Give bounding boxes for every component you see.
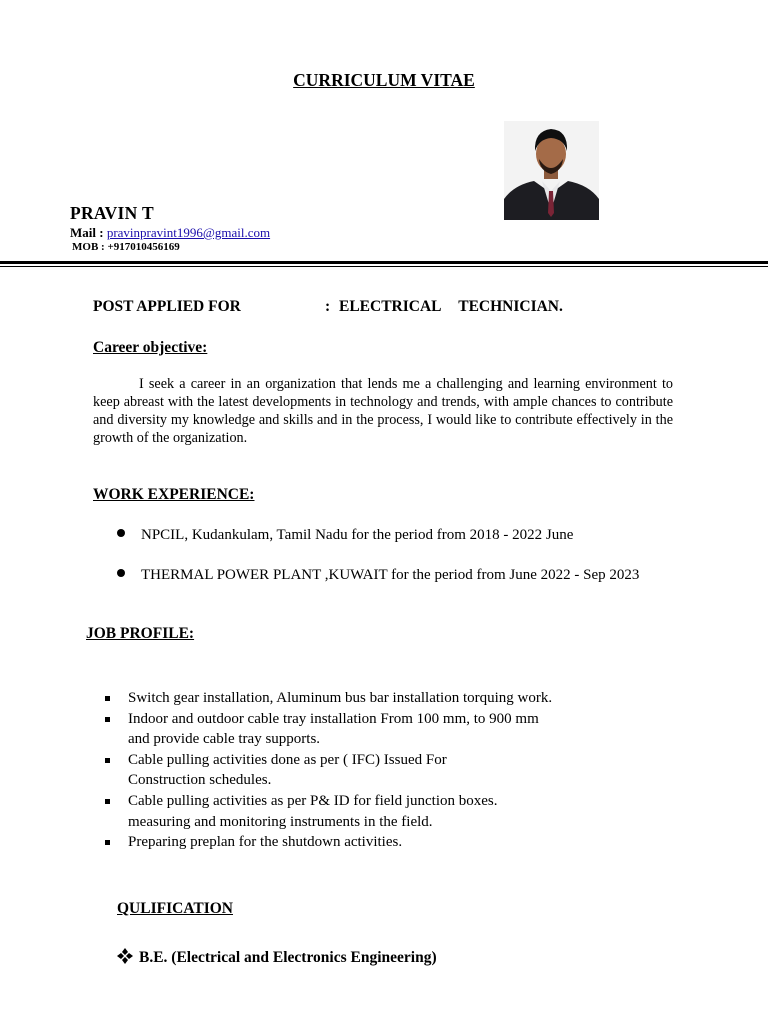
mail-label: Mail : bbox=[70, 225, 107, 240]
job-item-line: Switch gear installation, Aluminum bus bar installation torquing work. bbox=[128, 690, 553, 706]
candidate-name: PRAVIN T bbox=[70, 203, 154, 223]
email-link[interactable]: pravinpravint1996@gmail.com bbox=[106, 225, 271, 240]
header-divider-thick bbox=[0, 261, 768, 264]
square-bullet-icon bbox=[105, 696, 110, 701]
work-experience-heading: WORK EXPERIENCE: bbox=[93, 486, 255, 503]
job-item bbox=[105, 791, 665, 832]
mail-row bbox=[70, 225, 270, 241]
job-profile-list bbox=[105, 688, 665, 853]
bullet-dot-icon bbox=[117, 569, 125, 577]
career-objective-text: I seek a career in an organization that lends me a challenging and learning environment to keep abreast with the latest developments in technology and trends, with ample chances to contribute and diversity my knowledge and skills and in the process, I would like to contribute effectively in the growth of the organization. bbox=[93, 376, 673, 446]
mobile-label: MOB : bbox=[72, 241, 105, 253]
post-applied-value: ELECTRICAL TECHNICIAN. bbox=[339, 298, 563, 315]
square-bullet-icon bbox=[105, 799, 110, 804]
mobile-row bbox=[72, 241, 180, 253]
job-item-line: Indoor and outdoor cable tray installation From 100 mm, to 900 mm bbox=[128, 710, 539, 727]
job-item bbox=[105, 709, 665, 750]
mobile-number: +917010456169 bbox=[107, 241, 180, 253]
job-item bbox=[105, 688, 665, 709]
job-item-line: measuring and monitoring instruments in the field. bbox=[128, 813, 433, 830]
job-profile-heading: JOB PROFILE: bbox=[86, 625, 195, 642]
header-divider-thin bbox=[0, 266, 768, 267]
person-portrait-icon bbox=[504, 121, 599, 220]
work-item bbox=[117, 527, 573, 544]
work-item bbox=[117, 567, 639, 584]
square-bullet-icon bbox=[105, 758, 110, 763]
job-item bbox=[105, 832, 665, 853]
four-diamond-icon bbox=[117, 948, 133, 964]
job-item-line: Cable pulling activities done as per ( IFC) Issued For bbox=[128, 751, 447, 768]
job-item-line: Preparing preplan for the shutdown activities. bbox=[128, 834, 403, 851]
square-bullet-icon bbox=[105, 717, 110, 722]
square-bullet-icon bbox=[105, 840, 110, 845]
job-item-line: Cable pulling activities as per P& ID for field junction boxes. bbox=[128, 792, 498, 809]
job-item bbox=[105, 750, 665, 791]
job-item-line: and provide cable tray supports. bbox=[128, 731, 321, 748]
qualification-item-text: B.E. (Electrical and Electronics Engineering) bbox=[139, 949, 437, 966]
post-applied-label: POST APPLIED FOR bbox=[93, 298, 241, 315]
profile-photo bbox=[504, 121, 599, 220]
post-applied-colon: : bbox=[325, 298, 331, 315]
work-item-text: THERMAL POWER PLANT ,KUWAIT for the period from June 2022 - Sep 2023 bbox=[141, 567, 640, 583]
work-item-text: NPCIL, Kudankulam, Tamil Nadu for the period from 2018 - 2022 June bbox=[141, 527, 574, 543]
qualification-item bbox=[117, 948, 437, 967]
bullet-dot-icon bbox=[117, 529, 125, 537]
job-item-line: Construction schedules. bbox=[128, 772, 272, 789]
document-title: CURRICULUM VITAE bbox=[293, 70, 475, 90]
qualification-heading: QULIFICATION bbox=[117, 900, 233, 917]
career-objective-heading: Career objective: bbox=[93, 339, 208, 356]
